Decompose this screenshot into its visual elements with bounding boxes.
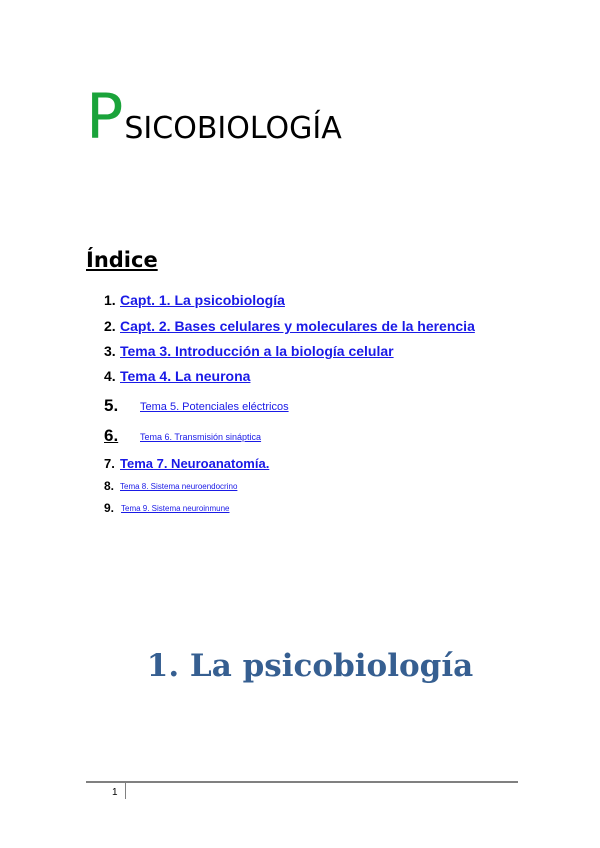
toc-number: 1. — [104, 292, 116, 308]
toc-number: 4. — [104, 368, 116, 384]
index-heading: Índice — [86, 248, 158, 272]
toc-number: 5. — [104, 396, 119, 415]
toc-link-2[interactable]: Capt. 2. Bases celulares y moleculares de la herencia — [120, 318, 475, 334]
toc-link-5[interactable]: Tema 5. Potenciales eléctricos — [140, 401, 289, 413]
toc-link-1[interactable]: Capt. 1. La psicobiología — [120, 292, 285, 308]
toc-number: 3. — [104, 343, 116, 359]
toc-link-9[interactable]: Tema 9. Sistema neuroinmune — [121, 504, 230, 513]
toc-number: 9. — [104, 501, 115, 515]
footer-rule — [86, 781, 518, 783]
toc-link-8[interactable]: Tema 8. Sistema neuroendocrino — [120, 482, 238, 491]
document-title — [86, 80, 342, 153]
title-initial: P — [86, 80, 124, 153]
toc-link-6[interactable]: Tema 6. Transmisión sináptica — [140, 432, 262, 442]
toc-number: 6. — [104, 426, 119, 445]
page-number: 1 — [112, 787, 118, 798]
page-number-separator — [125, 783, 126, 799]
toc-number: 8. — [104, 479, 115, 493]
chapter-heading: 1. La psicobiología — [146, 648, 474, 684]
title-rest: SICOBIOLOGÍA — [124, 111, 342, 146]
toc-number: 2. — [104, 318, 116, 334]
toc-link-3[interactable]: Tema 3. Introducción a la biología celular — [120, 343, 394, 359]
toc-number: 7. — [104, 456, 115, 471]
toc-link-7[interactable]: Tema 7. Neuroanatomía. — [120, 456, 270, 471]
toc-link-4[interactable]: Tema 4. La neurona — [120, 368, 251, 384]
